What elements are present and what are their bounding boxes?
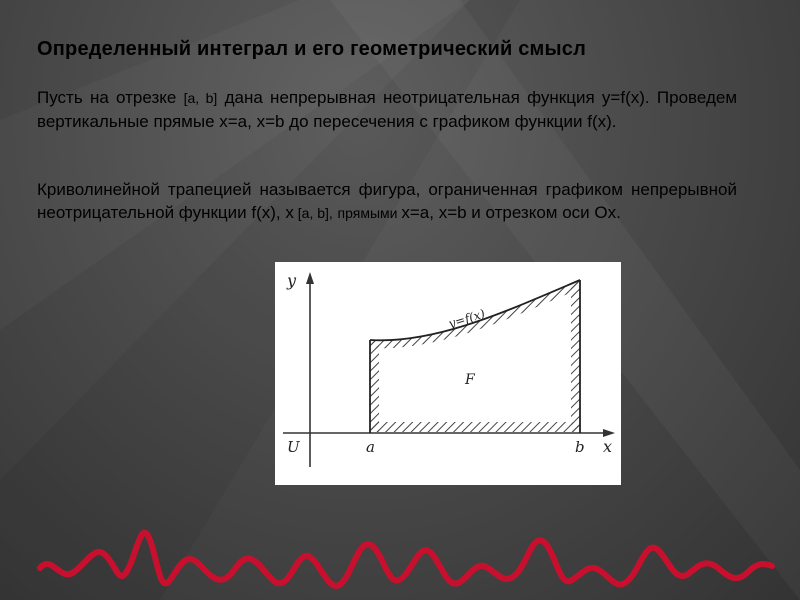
p2-text-start: Криволинейной трапецией называется фигура, ограниченная графиком непрерывной неотрицательной функции f(x): [37, 180, 737, 222]
p1-interval: [a, b]: [183, 90, 218, 106]
p1-text-start: Пусть на отрезке: [37, 88, 184, 107]
curvilinear-trapezoid-figure: [275, 262, 621, 485]
p1-text-end: дана непрерывная неотрицательная функция y=f(x). Проведем вертикальные прямые x=a, x=b до пересечения с графиком функции f(x).: [37, 88, 737, 131]
hatched-border: [365, 272, 585, 434]
paragraph-trapezoid-definition: [37, 178, 737, 225]
b-label: b: [575, 438, 585, 456]
figure-svg: [275, 262, 621, 485]
area-label: F: [465, 372, 475, 388]
x-axis-label: x: [603, 437, 613, 456]
p2-lines-word: прямыми: [337, 205, 402, 221]
decorative-wave: [0, 510, 800, 600]
a-label: a: [366, 438, 375, 456]
y-axis-label: y: [287, 271, 297, 290]
y-axis-arrow: [306, 272, 314, 284]
p2-x-symbol: , x: [275, 203, 294, 222]
p2-text-end: x=a, x=b и отрезком оси Ox.: [401, 203, 621, 222]
slide-title: Определенный интеграл и его геометрический смысл: [37, 38, 587, 60]
paragraph-definition-setup: [37, 86, 737, 133]
p2-interval: [a, b],: [293, 205, 333, 221]
origin-label: U: [287, 438, 300, 456]
curve-label: y=f(x): [446, 306, 487, 331]
x-axis-arrow: [603, 429, 615, 437]
